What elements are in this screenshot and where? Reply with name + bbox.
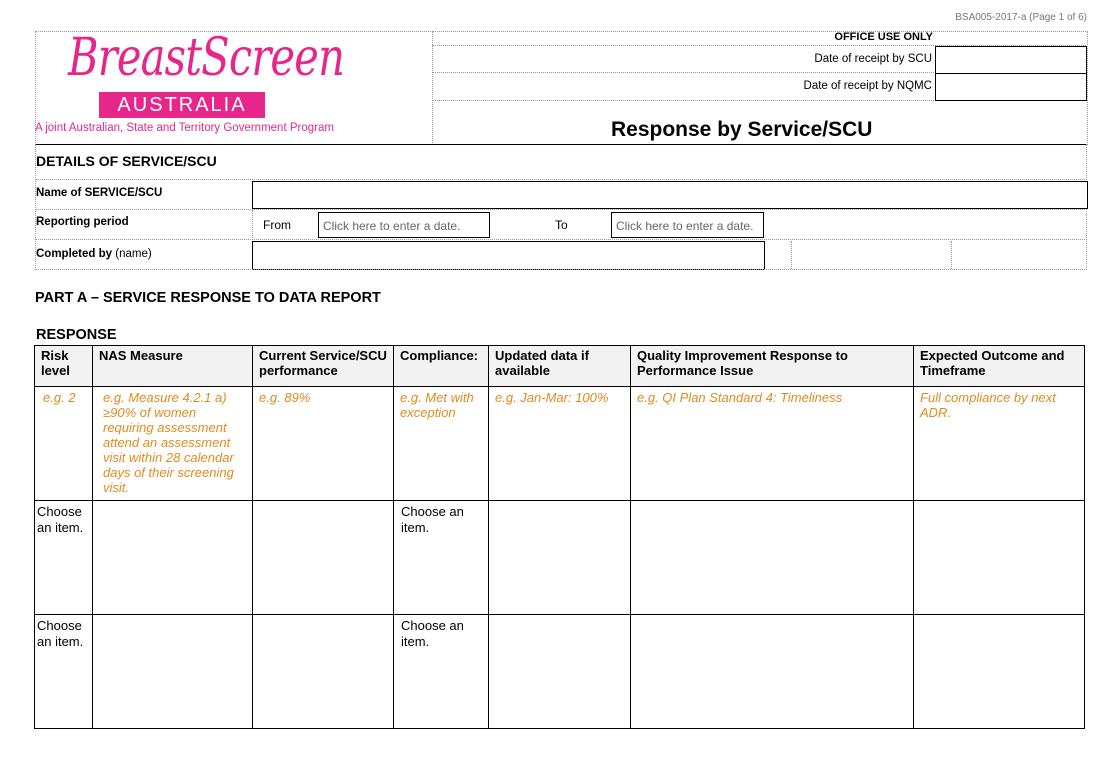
expected-outcome-cell[interactable] <box>914 615 1085 729</box>
example-qi-response[interactable]: e.g. QI Plan Standard 4: Timeliness <box>631 387 914 501</box>
logo-tagline: A joint Australian, State and Territory Government Program <box>35 122 334 134</box>
compliance-dropdown[interactable]: Choose an item. <box>394 501 489 615</box>
details-heading: DETAILS OF SERVICE/SCU <box>36 153 217 169</box>
part-a-heading: PART A – SERVICE RESPONSE TO DATA REPORT <box>35 290 381 306</box>
risk-level-dropdown[interactable]: Choose an item. <box>35 501 93 615</box>
from-date-field[interactable]: Click here to enter a date. <box>318 212 490 238</box>
example-compliance[interactable]: e.g. Met with exception <box>394 387 489 501</box>
header-current-performance: Current Service/SCU performance <box>253 346 394 387</box>
completed-by-label-suffix: (name) <box>115 248 152 260</box>
example-updated-data[interactable]: e.g. Jan-Mar: 100% <box>489 387 631 501</box>
logo-wordmark: BreastScreen <box>68 28 345 88</box>
nas-measure-cell[interactable] <box>93 615 253 729</box>
example-nas-measure[interactable]: e.g. Measure 4.2.1 a) ≥90% of women requiring assessment attend an assessment visit within 28 calendar days of their screening visit. <box>93 387 253 501</box>
table-row <box>35 501 1085 615</box>
nas-measure-cell[interactable] <box>93 501 253 615</box>
header-updated-data: Updated data if available <box>489 346 631 387</box>
document-reference: BSA005-2017-a (Page 1 of 6) <box>955 12 1087 23</box>
header-qi-response: Quality Improvement Response to Performance Issue <box>631 346 914 387</box>
details-divider <box>35 209 1087 210</box>
office-use-title: OFFICE USE ONLY <box>834 31 933 43</box>
qi-response-cell[interactable] <box>631 615 914 729</box>
updated-data-cell[interactable] <box>489 615 631 729</box>
response-heading: RESPONSE <box>36 327 117 343</box>
header-compliance: Compliance: <box>394 346 489 387</box>
details-divider <box>35 179 1087 180</box>
from-label: From <box>263 218 291 232</box>
service-name-field[interactable] <box>252 181 1088 209</box>
details-divider <box>35 239 1087 240</box>
completed-by-label-bold: Completed by <box>36 248 113 260</box>
table-header-row <box>35 346 1085 387</box>
receipt-scu-field[interactable] <box>935 46 1087 74</box>
qi-response-cell[interactable] <box>631 501 914 615</box>
header-expected-outcome: Expected Outcome and Timeframe <box>914 346 1085 387</box>
header-nas-measure: NAS Measure <box>93 346 253 387</box>
completed-divider <box>791 241 792 269</box>
table-row <box>35 615 1085 729</box>
receipt-nqmc-label: Date of receipt by NQMC <box>803 80 932 92</box>
header-risk-level: Risk level <box>35 346 93 387</box>
example-current-performance[interactable]: e.g. 89% <box>253 387 394 501</box>
to-date-field[interactable]: Click here to enter a date. <box>611 212 764 238</box>
service-name-label: Name of SERVICE/SCU <box>36 187 163 199</box>
current-performance-cell[interactable] <box>253 615 394 729</box>
completed-by-field[interactable] <box>252 241 765 270</box>
details-bottom-border <box>35 269 1087 270</box>
receipt-scu-label: Date of receipt by SCU <box>814 53 932 65</box>
updated-data-cell[interactable] <box>489 501 631 615</box>
receipt-nqmc-field[interactable] <box>935 73 1087 101</box>
period-divider <box>252 210 253 238</box>
logo-country-bar: AUSTRALIA <box>99 92 265 118</box>
current-performance-cell[interactable] <box>253 501 394 615</box>
completed-divider <box>951 241 952 269</box>
example-risk-level[interactable]: e.g. 2 <box>35 387 93 501</box>
example-expected-outcome[interactable]: Full compliance by next ADR. <box>914 387 1085 501</box>
to-label: To <box>555 218 568 232</box>
reporting-period-label: Reporting period <box>36 216 129 228</box>
risk-level-dropdown[interactable]: Choose an item. <box>35 615 93 729</box>
compliance-dropdown[interactable]: Choose an item. <box>394 615 489 729</box>
response-table <box>34 345 1085 729</box>
expected-outcome-cell[interactable] <box>914 501 1085 615</box>
completed-by-label <box>36 248 152 260</box>
example-row <box>35 387 1085 501</box>
section-rule <box>35 144 1087 145</box>
response-title: Response by Service/SCU <box>611 118 873 141</box>
